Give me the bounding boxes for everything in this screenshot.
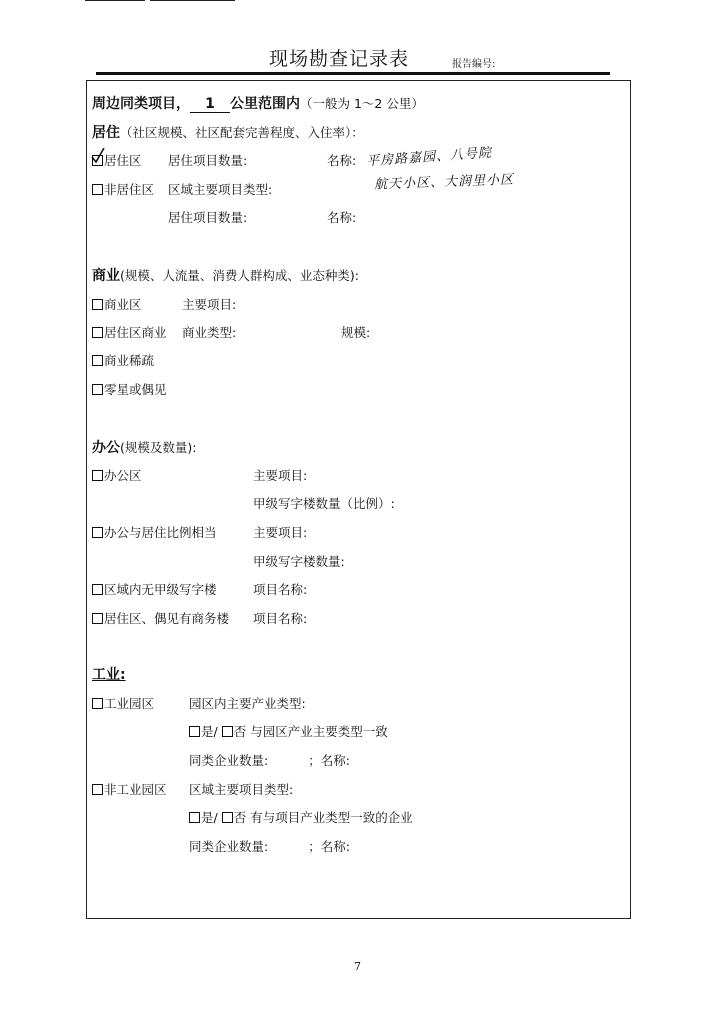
checkbox[interactable] [92, 784, 103, 795]
page-title: 现场勘查记录表 [269, 48, 410, 70]
scan-mark-top-2 [150, 0, 235, 1]
checkbox-no[interactable] [222, 812, 233, 823]
peer-count-label-2: 同类企业数量: [189, 839, 269, 854]
residential-option-2-label: 非居住区 [104, 182, 155, 197]
office-grade-a-label-1: 甲级写字楼数量（比例）: [253, 496, 395, 511]
checkbox[interactable] [92, 327, 103, 338]
checkbox[interactable] [92, 384, 103, 395]
commercial-main-label: 主要项目: [182, 297, 237, 312]
checkbox-yes[interactable] [189, 812, 200, 823]
office-option-4[interactable] [92, 609, 229, 627]
office-option-3[interactable] [92, 580, 217, 598]
office-option-4-label: 居住区、偶见有商务楼 [104, 611, 230, 626]
no-label: 否 [233, 810, 247, 825]
main-heading-note: （一般为 1～2 公里） [300, 96, 424, 111]
office-main-label-2: 主要项目: [253, 525, 308, 540]
checkbox[interactable] [92, 698, 103, 709]
commercial-scale-label: 规模: [341, 325, 371, 340]
residential-option-1-label: 居住区 [104, 153, 142, 168]
industrial-peer-row-1 [189, 751, 350, 769]
yes-label: 是/ [201, 810, 218, 825]
residential-option-2[interactable] [92, 180, 154, 198]
peer-count-label-1: 同类企业数量: [189, 753, 269, 768]
commercial-type-label: 商业类型: [182, 325, 237, 340]
checkbox[interactable] [92, 470, 103, 481]
residential-count-label-2: 居住项目数量: [168, 210, 248, 225]
office-option-2-label: 办公与居住比例相当 [104, 525, 217, 540]
main-heading-row [92, 93, 424, 113]
distance-value[interactable]: 1 [190, 96, 230, 113]
office-option-2[interactable] [92, 523, 217, 541]
yes-label: 是/ [201, 724, 218, 739]
checkmark-icon [90, 148, 106, 164]
checkbox-yes[interactable] [189, 726, 200, 737]
commercial-option-3-label: 商业稀疏 [104, 353, 155, 368]
residential-count-label: 居住项目数量: [168, 153, 248, 168]
industrial-region-type-label: 区域主要项目类型: [189, 782, 294, 797]
residential-desc: （社区规模、社区配套完善程度、入住率）： [120, 125, 364, 140]
checkbox-no[interactable] [222, 726, 233, 737]
commercial-option-2-label: 居住区商业 [104, 325, 167, 340]
scan-mark-top [85, 0, 145, 1]
commercial-option-4-label: 零星或偶见 [104, 382, 167, 397]
page-number: 7 [354, 960, 361, 973]
industrial-park-type-label: 园区内主要产业类型: [189, 696, 306, 711]
peer-name-label-1: ；名称: [308, 753, 350, 768]
commercial-title: 商业 [92, 268, 120, 284]
report-number-label: 报告编号: [452, 59, 496, 70]
checkbox[interactable] [92, 527, 103, 538]
commercial-option-1-label: 商业区 [104, 297, 142, 312]
industrial-yes-no-1[interactable] [189, 722, 388, 740]
residential-heading [92, 122, 364, 142]
industrial-option-2[interactable] [92, 780, 167, 798]
industrial-yes-no-2[interactable] [189, 808, 413, 826]
residential-type-label: 区域主要项目类型: [168, 182, 273, 197]
no-label: 否 [233, 724, 247, 739]
commercial-option-4[interactable] [92, 380, 167, 398]
industrial-option-2-label: 非工业园区 [104, 782, 167, 797]
commercial-option-2[interactable] [92, 323, 167, 341]
commercial-option-3[interactable] [92, 351, 154, 369]
header-rule [96, 72, 610, 75]
office-option-1-label: 办公区 [104, 468, 142, 483]
residential-title: 居住 [92, 125, 120, 141]
checkbox[interactable] [92, 613, 103, 624]
office-heading [92, 437, 196, 457]
checkbox-checked[interactable] [92, 155, 103, 166]
industrial-title: 工业: [92, 667, 126, 683]
checkbox[interactable] [92, 355, 103, 366]
checkbox[interactable] [92, 299, 103, 310]
match-label-2: 有与项目产业类型一致的企业 [250, 810, 413, 825]
commercial-option-1[interactable] [92, 295, 142, 313]
main-heading-prefix: 周边同类项目， [92, 96, 190, 112]
match-label-1: 与园区产业主要类型一致 [250, 724, 388, 739]
industrial-peer-row-2 [189, 837, 350, 855]
residential-option-1[interactable] [92, 151, 142, 169]
handwriting-line-2: 航天小区、大润里小区 [373, 172, 515, 193]
peer-name-label-2: ；名称: [308, 839, 350, 854]
office-grade-a-label-2: 甲级写字楼数量: [253, 554, 345, 569]
industrial-option-1-label: 工业园区 [104, 696, 155, 711]
office-option-1[interactable] [92, 466, 142, 484]
residential-name-label-2: 名称: [327, 210, 357, 225]
checkbox[interactable] [92, 584, 103, 595]
office-name-label-3: 项目名称: [253, 582, 308, 597]
commercial-heading [92, 265, 359, 285]
office-desc: (规模及数量): [120, 440, 197, 455]
residential-name-label: 名称: [327, 153, 357, 168]
checkbox[interactable] [92, 184, 103, 195]
office-option-3-label: 区域内无甲级写字楼 [104, 582, 217, 597]
commercial-desc: (规模、人流量、消费人群构成、业态种类): [120, 268, 359, 283]
handwriting-line-1: 平房路嘉园、八号院 [365, 145, 493, 170]
office-main-label-1: 主要项目: [253, 468, 308, 483]
main-heading-suffix: 公里范围内 [230, 96, 300, 112]
industrial-option-1[interactable] [92, 694, 154, 712]
office-title: 办公 [92, 440, 120, 456]
office-name-label-4: 项目名称: [253, 611, 308, 626]
